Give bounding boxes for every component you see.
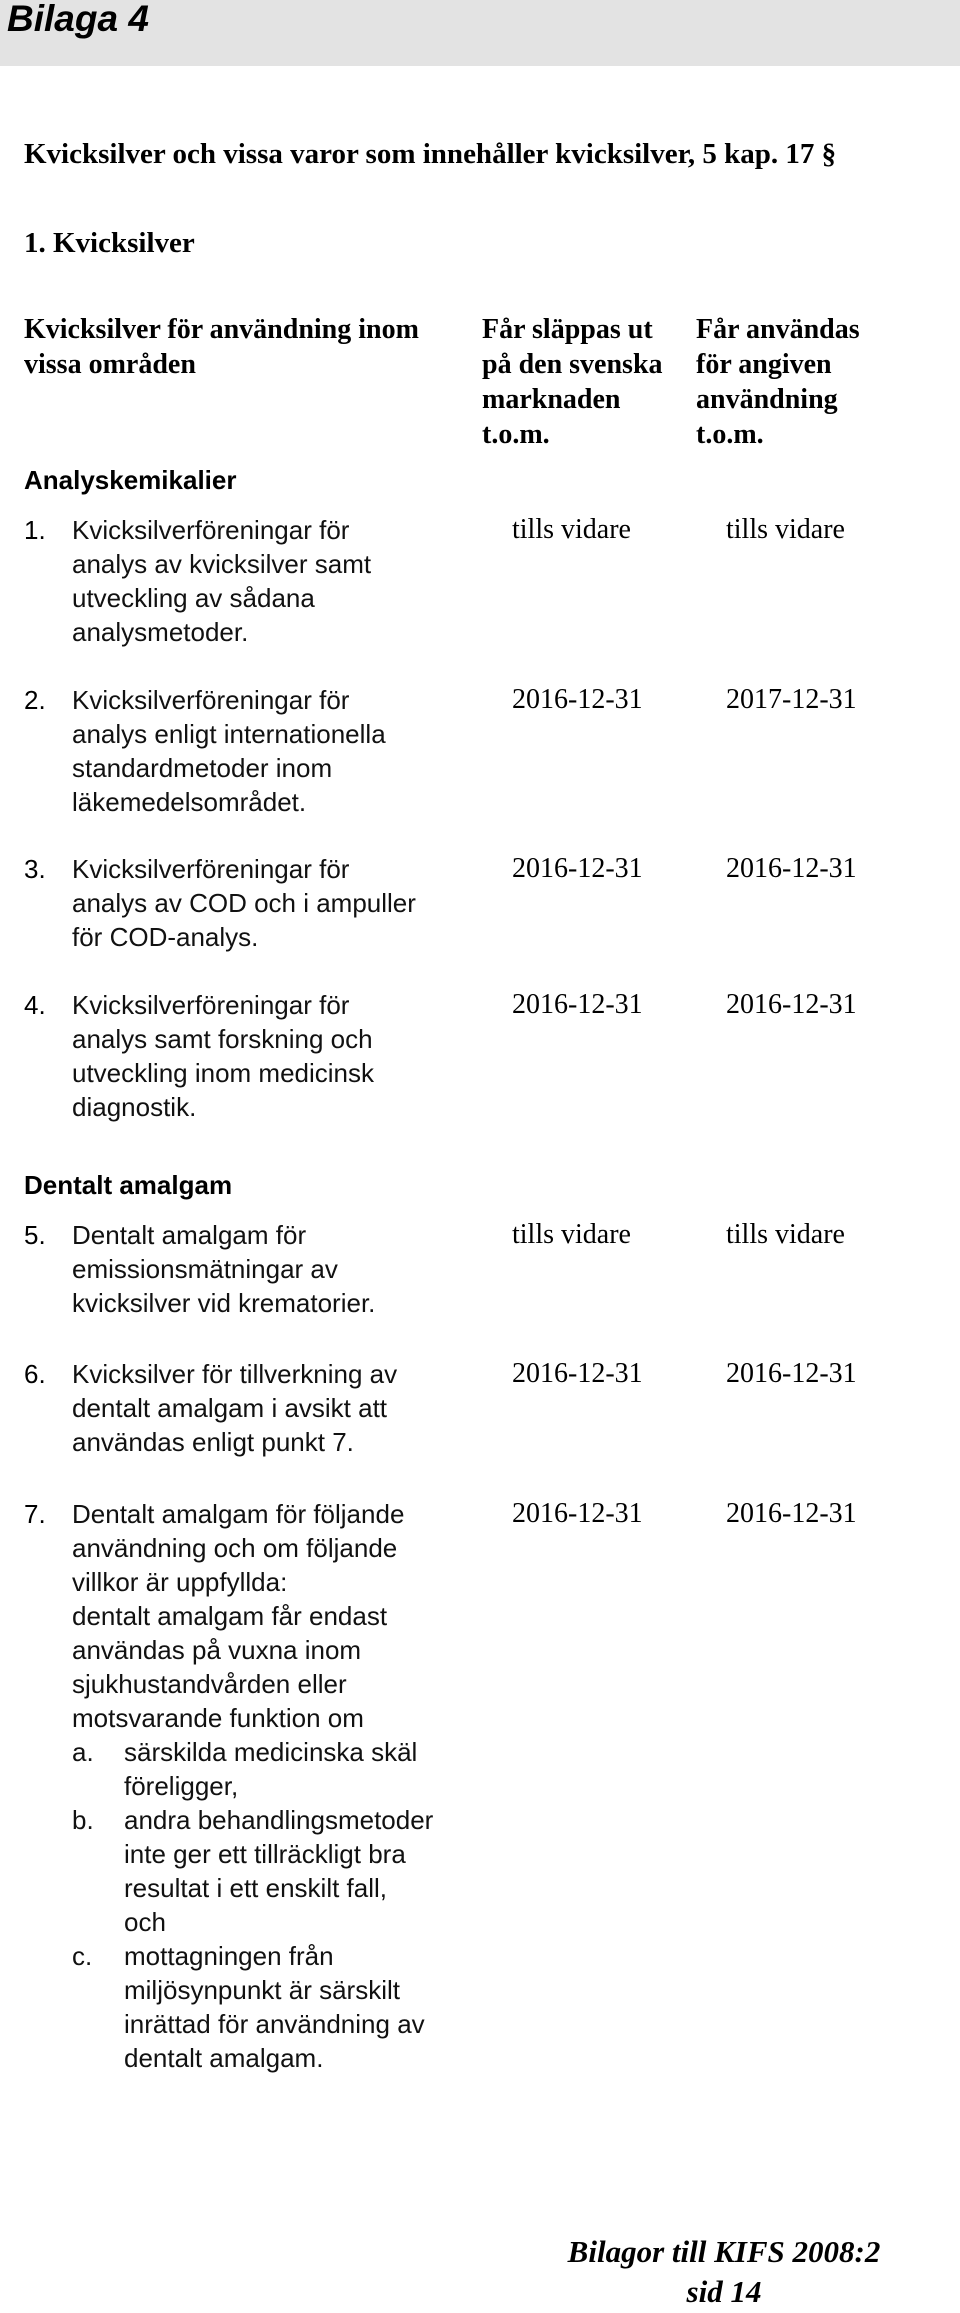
page-header (0, 0, 960, 66)
footer-title: Bilagor till KIFS 2008:2 (567, 2234, 881, 2269)
item-number: 3. (24, 854, 46, 884)
sub-item-text-line: föreligger, (124, 1771, 239, 1801)
item-number: 4. (24, 990, 46, 1020)
item-text-line: Dentalt amalgam för följande (72, 1499, 405, 1529)
item-text-line: standardmetoder inom (72, 753, 333, 783)
market-date: 2016-12-31 (512, 1358, 643, 1389)
column-header-market-line: Får släppas ut (482, 314, 653, 345)
sub-item-text-line: andra behandlingsmetoder (124, 1805, 434, 1835)
column-header-use-line: användning (696, 384, 838, 415)
item-text-line: diagnostik. (72, 1092, 197, 1122)
list-item (24, 988, 464, 1124)
list-item (24, 852, 464, 954)
item-text-line: utveckling av sådana (72, 583, 315, 613)
market-date: 2016-12-31 (512, 1498, 643, 1529)
market-date: 2016-12-31 (512, 853, 643, 884)
item-text-line: kvicksilver vid krematorier. (72, 1288, 376, 1318)
use-date: tills vidare (726, 514, 845, 545)
list-item (24, 1497, 464, 2075)
item-text-line: analys av kvicksilver samt (72, 549, 372, 579)
item-number: 2. (24, 685, 46, 715)
sub-item (72, 1939, 464, 2075)
sub-item-label: c. (72, 1941, 93, 1971)
sub-item-text-line: miljösynpunkt är särskilt (124, 1975, 400, 2005)
column-header-market (482, 312, 663, 452)
sub-item-label: a. (72, 1737, 94, 1767)
item-text-line: Kvicksilver för tillverkning av (72, 1359, 398, 1389)
sub-item-text-line: resultat i ett enskilt fall, (124, 1873, 387, 1903)
item-text-line: villkor är uppfyllda: (72, 1567, 288, 1597)
column-header-market-line: t.o.m. (482, 419, 550, 450)
intro-heading: Kvicksilver och vissa varor som innehåller kvicksilver, 5 kap. 17 § (24, 138, 837, 170)
page-title: Bilaga 4 (7, 0, 149, 39)
item-text-line: användas enligt punkt 7. (72, 1427, 354, 1457)
column-header-use-line: Får användas (696, 314, 860, 345)
item-text-line: emissionsmätningar av (72, 1254, 338, 1284)
sub-item-text-line: dentalt amalgam. (124, 2043, 324, 2073)
sub-item-text-line: och (124, 1907, 166, 1937)
item-text-line: för COD-analys. (72, 922, 259, 952)
sub-item-text-line: särskilda medicinska skäl (124, 1737, 418, 1767)
item-text-line: användas på vuxna inom (72, 1635, 362, 1665)
sub-item-label: b. (72, 1805, 94, 1835)
item-number: 6. (24, 1359, 46, 1389)
use-date: 2016-12-31 (726, 989, 857, 1020)
column-header-usage-line: vissa områden (24, 349, 196, 380)
item-text-line: användning och om följande (72, 1533, 398, 1563)
footer-page-number: sid 14 (686, 2274, 762, 2309)
item-text-line: Kvicksilverföreningar för (72, 515, 350, 545)
column-header-use-line: för angiven (696, 349, 832, 380)
column-header-use-line: t.o.m. (696, 419, 764, 450)
sub-item-text-line: inrättad för användning av (124, 2009, 425, 2039)
market-date: 2016-12-31 (512, 684, 643, 715)
item-text-line: dentalt amalgam får endast (72, 1601, 388, 1631)
sub-item (72, 1803, 464, 1939)
group-heading-analysis: Analyskemikalier (24, 465, 237, 495)
item-text-line: utveckling inom medicinsk (72, 1058, 375, 1088)
item-text-line: analys samt forskning och (72, 1024, 373, 1054)
item-text-line: analysmetoder. (72, 617, 249, 647)
use-date: tills vidare (726, 1219, 845, 1250)
column-header-usage (24, 312, 419, 382)
use-date: 2016-12-31 (726, 1358, 857, 1389)
item-text-line: Kvicksilverföreningar för (72, 990, 350, 1020)
column-header-use (696, 312, 860, 452)
column-header-usage-line: Kvicksilver för användning inom (24, 314, 419, 345)
market-date: tills vidare (512, 514, 631, 545)
list-item (24, 1218, 464, 1320)
use-date: 2016-12-31 (726, 853, 857, 884)
sub-item-text-line: mottagningen från (124, 1941, 334, 1971)
page-footer (514, 2232, 934, 2312)
use-date: 2016-12-31 (726, 1498, 857, 1529)
item-text-line: läkemedelsområdet. (72, 787, 307, 817)
market-date: 2016-12-31 (512, 989, 643, 1020)
column-header-market-line: på den svenska (482, 349, 663, 380)
list-item (24, 513, 464, 649)
item-number: 7. (24, 1499, 46, 1529)
item-text-line: Dentalt amalgam för (72, 1220, 307, 1250)
sub-item (72, 1735, 464, 1803)
item-text-line: Kvicksilverföreningar för (72, 685, 350, 715)
item-text-line: Kvicksilverföreningar för (72, 854, 350, 884)
column-header-market-line: marknaden (482, 384, 621, 415)
item-number: 1. (24, 515, 46, 545)
item-text-line: analys enligt internationella (72, 719, 386, 749)
sub-item-text-line: inte ger ett tillräckligt bra (124, 1839, 406, 1869)
item-text-line: motsvarande funktion om (72, 1703, 364, 1733)
list-item (24, 1357, 464, 1459)
item-text-line: sjukhustandvården eller (72, 1669, 347, 1699)
group-heading-dental: Dentalt amalgam (24, 1170, 233, 1200)
item-text-line: dentalt amalgam i avsikt att (72, 1393, 388, 1423)
section-title: 1. Kvicksilver (24, 227, 195, 259)
item-text-line: analys av COD och i ampuller (72, 888, 416, 918)
list-item (24, 683, 464, 819)
use-date: 2017-12-31 (726, 684, 857, 715)
item-number: 5. (24, 1220, 46, 1250)
market-date: tills vidare (512, 1219, 631, 1250)
